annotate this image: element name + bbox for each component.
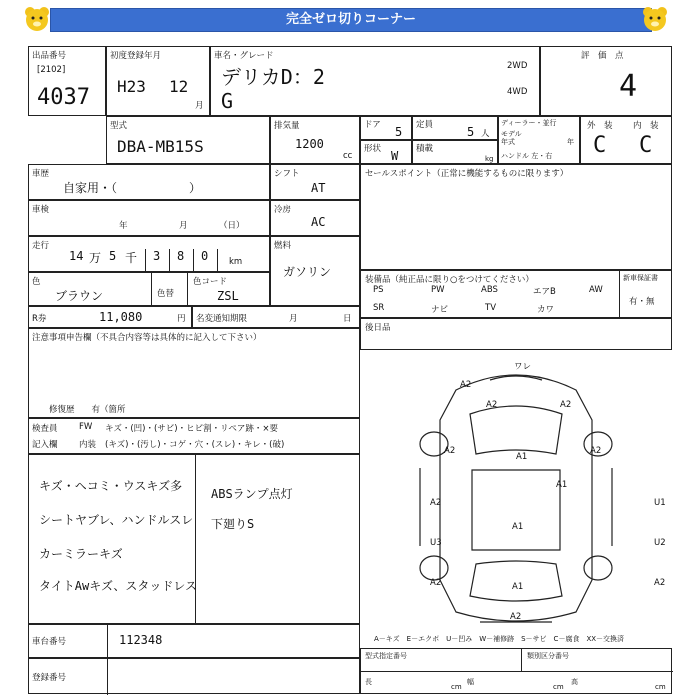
first-reg-unit: 月 (195, 101, 204, 111)
ac-cell (270, 200, 360, 236)
diag-mark-16: A2 (460, 380, 472, 390)
equip-abs: ABS (481, 285, 498, 295)
diag-mark-12: A2 (430, 578, 442, 588)
load-label: 積載 (416, 144, 434, 154)
fuel-label: 燃料 (274, 241, 292, 251)
type-value: DBA-MB15S (117, 137, 204, 156)
diag-mark-10: U2 (654, 538, 666, 548)
drive-4wd: 4WD (507, 87, 528, 97)
remark-right-1: ABSランプ点灯 (211, 487, 293, 501)
equip-ps: PS (373, 285, 384, 295)
diag-mark-9: U3 (430, 538, 442, 548)
reg-no-cell (28, 658, 360, 694)
grade-cell (580, 116, 672, 164)
diag-mark-5: A2 (590, 446, 602, 456)
equip-leather: カワ (537, 305, 555, 315)
check-fw-items: キズ・(凹)・(サビ)・ヒビ割・リペア跡・×要 (105, 424, 279, 434)
spec-cell (360, 648, 672, 694)
diag-mark-3: A2 (444, 446, 456, 456)
check-nai: 内装 (79, 440, 97, 450)
diag-mark-6: A2 (430, 498, 442, 508)
lot-code: [2102] (37, 65, 66, 75)
check-label-2: 記入欄 (32, 440, 58, 450)
mileage-u2: 千 (125, 251, 138, 265)
diagram-legend: A－キズ E－エクボ U－凹み W－補修跡 S－サビ C－腐食 XX－交換済 (374, 635, 625, 643)
equip-airbag: エアB (533, 287, 556, 297)
equip-tv: TV (485, 303, 497, 313)
spec-cat-code: 類別区分番号 (527, 652, 569, 660)
int-grade: C (639, 133, 653, 158)
inspection-sheet (22, 40, 678, 700)
check-fw: FW (79, 422, 93, 432)
remark-left-3: カーミラーキズ (39, 547, 123, 561)
shape-value: W (391, 149, 399, 163)
header-title: 完全ゼロ切りコーナー (50, 8, 652, 32)
first-reg-month: 12 (169, 77, 189, 96)
ext-label: 外 装 (587, 121, 613, 131)
notes-label: 注意事項申告欄（不具合内容等は具体的に記入して下さい） (32, 333, 262, 343)
dealer-label: ディーラー・並行 (501, 119, 557, 127)
shift-label: シフト (274, 169, 300, 179)
diag-mark-8: U1 (654, 498, 666, 508)
spec-len: 長 (365, 678, 372, 686)
capacity-cell (412, 116, 498, 140)
inspection-label: 車検 (32, 205, 50, 215)
deadline-cell (192, 306, 360, 328)
spec-hei: 高 (571, 678, 578, 686)
history-value: 自家用・（ ） (63, 181, 202, 195)
mileage-cell (28, 236, 270, 272)
history-cell (28, 164, 270, 200)
deadline-day: 日 (343, 314, 352, 324)
diag-mark-14: A1 (512, 582, 524, 592)
remark-left-2: シートヤブレ、ハンドルスレ (39, 513, 194, 527)
capacity-value: 5 (467, 125, 475, 139)
ac-label: 冷房 (274, 205, 292, 215)
name-cell (210, 46, 540, 116)
lot-cell (28, 46, 106, 116)
rear-seat-label: 後日品 (365, 323, 391, 333)
diag-mark-15: A2 (510, 612, 522, 622)
dealer-year-unit: 年 (567, 138, 574, 146)
int-label: 内 装 (633, 121, 659, 131)
notes-cell (28, 328, 360, 418)
notes-repair: 修復歴 有（箇所 (49, 405, 126, 415)
displacement-value: 1200 (295, 137, 324, 151)
type-cell (106, 116, 270, 164)
warranty-value: 有・無 (629, 297, 655, 307)
shift-value: AT (311, 181, 326, 195)
reg-no-label: 登録番号 (32, 673, 67, 683)
name-model: デリカD：2 (221, 65, 325, 89)
car-diagram (360, 350, 672, 632)
bear-mascot-icon (640, 4, 670, 34)
first-reg-label: 初度登録年月 (110, 51, 162, 61)
first-reg-era: H23 (117, 77, 146, 96)
remark-left-4: タイトAwキズ、スタッドレス (39, 579, 197, 593)
bear-mascot-icon (22, 4, 52, 34)
mileage-d2: 5 (109, 249, 117, 263)
diag-mark-13: A2 (654, 578, 666, 588)
chassis-cell (28, 624, 360, 658)
spec-wid: 幅 (467, 678, 474, 686)
sales-point-cell (360, 164, 672, 270)
displacement-unit: cc (343, 151, 353, 161)
mileage-d1: 14 (69, 249, 84, 263)
equip-navi: ナビ (431, 305, 449, 315)
deadline-label: 名変通知期限 (196, 314, 248, 324)
mileage-u1: 万 (89, 251, 102, 265)
fuel-cell (270, 236, 360, 306)
rating-cell (540, 46, 672, 116)
inspection-day: （日） (219, 221, 245, 231)
color-code-label: 色コード (193, 277, 228, 287)
diag-mark-17: ワレ (514, 362, 532, 372)
diag-mark-7: A1 (556, 480, 568, 490)
mileage-label: 走行 (32, 241, 50, 251)
doors-value: 5 (395, 125, 403, 139)
diag-mark-4: A1 (516, 452, 528, 462)
name-grade: G (221, 89, 234, 113)
spec-len-cm: cm (451, 683, 462, 691)
warranty-label: 新車保証書 (623, 274, 658, 282)
dealer-year: 年式 (501, 138, 515, 146)
diag-mark-2: A2 (560, 400, 572, 410)
mileage-d4: 8 (177, 249, 185, 263)
equipment-cell (360, 270, 672, 318)
remarks-cell (28, 454, 360, 624)
capacity-label: 定員 (416, 120, 434, 130)
first-reg-cell (106, 46, 210, 116)
color-code: ZSL (217, 289, 239, 303)
equipment-label: 装備品（純正品に限り○をつけてください） (365, 275, 534, 285)
check-cell (28, 418, 360, 454)
spec-type-code: 型式指定番号 (365, 652, 407, 660)
fuel-value: ガソリン (283, 265, 332, 279)
dealer-cell (498, 116, 580, 164)
diag-mark-1: A2 (486, 400, 498, 410)
chassis-value: 112348 (119, 633, 163, 647)
color-cell (28, 272, 270, 306)
equip-pw: PW (431, 285, 445, 295)
shape-label: 形状 (364, 144, 382, 154)
color-change-label: 色替 (157, 289, 175, 299)
name-label: 車名・グレード (214, 51, 274, 61)
color-value: ブラウン (55, 289, 104, 303)
load-unit: kg (485, 155, 494, 163)
history-label: 車歴 (32, 169, 50, 179)
price-value: 11,080 (99, 310, 143, 324)
inspection-year: 年 (119, 221, 128, 231)
load-cell (412, 140, 498, 164)
mileage-d5: 0 (201, 249, 209, 263)
inspection-month: 月 (179, 221, 188, 231)
rating-score: 4 (619, 69, 638, 104)
displacement-cell (270, 116, 360, 164)
color-label: 色 (32, 277, 41, 287)
check-nai-items: (キズ)・(汚し)・コゲ・穴・(スレ)・キレ・(破) (105, 440, 285, 450)
deadline-month: 月 (289, 314, 298, 324)
price-unit: 円 (177, 314, 186, 324)
check-label: 検査員 (32, 424, 58, 434)
lot-number: 4037 (37, 85, 90, 110)
mileage-unit: km (229, 257, 243, 267)
type-label: 型式 (110, 121, 128, 131)
remark-right-2: 下廻りS (211, 517, 255, 531)
lot-label: 出品番号 (32, 51, 67, 61)
inspection-cell (28, 200, 270, 236)
shape-cell (360, 140, 412, 164)
dealer-model: モデル (501, 130, 522, 138)
dealer-handle: ハンドル 左・右 (501, 152, 553, 160)
sales-point-label: セールスポイント（正常に機能するものに限ります） (365, 169, 569, 179)
remark-left-1: キズ・ヘコミ・ウスキズ多 (39, 479, 183, 493)
price-cell (28, 306, 192, 328)
header (0, 0, 700, 38)
diag-mark-11: A1 (512, 522, 524, 532)
drive-2wd: 2WD (507, 61, 528, 71)
chassis-label: 車台番号 (32, 637, 67, 647)
spec-hei-cm: cm (655, 683, 666, 691)
doors-label: ドア (364, 120, 381, 130)
displacement-label: 排気量 (274, 121, 300, 131)
equip-aw: AW (589, 285, 603, 295)
ext-grade: C (593, 133, 607, 158)
doors-cell (360, 116, 412, 140)
spec-wid-cm: cm (553, 683, 564, 691)
price-label: R券 (32, 314, 47, 324)
equip-sr: SR (373, 303, 385, 313)
capacity-unit: 人 (481, 129, 490, 139)
shift-cell (270, 164, 360, 200)
mileage-d3: 3 (153, 249, 161, 263)
rear-seat-cell (360, 318, 672, 350)
rating-label: 評 価 点 (581, 51, 624, 61)
ac-value: AC (311, 215, 326, 229)
